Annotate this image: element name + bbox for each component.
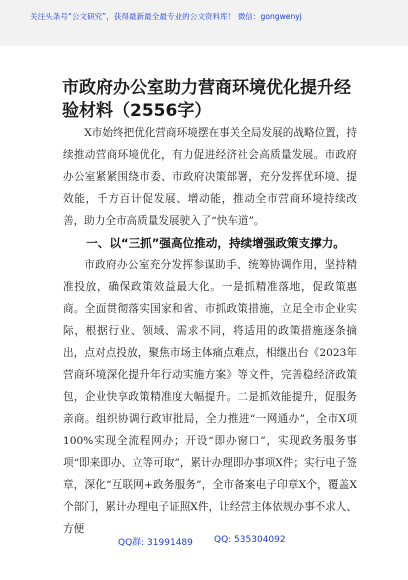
footer-contact <box>118 535 298 551</box>
section-heading: 一、以“三抓”强高位推动，持续增强政策支撑力。 <box>86 236 345 250</box>
document-title: 市政府办公室助力营商环境优化提升经验材料（2556字） <box>62 78 351 121</box>
section-paragraph: 市政府办公室充分发挥参谋助手、统筹协调作用，坚持精准投放，确保政策效益最大化。一是抓精准落地，促政策惠商。全面贯彻落实国家和省、市抓政策措施，立足全市企业实际，根据行业、领域、需求不同，将适用的政策措施逐条摘出，点对点投放，聚焦市场主体痛点难点，相继出台《2023年营商环境深化提升年行动实施方案》等文件，完善稳经济政策包，企业快享政策精准度大幅提升。二是抓效能提升，促服务亲商。组织协调行政审批局，全力推进“一网通办”，全市X项100%实现全流程网办；开设“即办窗口”，实现政务服务事项“即来即办、立等可取”，累计办理即办事项X件；实行电子签章，深化“互联网+政务服务”，全市备案电子印章X个，覆盖X个部门，累计办理电子证照X件，让经营主体依规办事不求人、方便 <box>63 259 357 535</box>
footer-qq-group: QQ群: 31991489 <box>118 538 193 548</box>
document-body <box>63 122 357 540</box>
intro-paragraph: X市始终把优化营商环境摆在事关全局发展的战略位置，持续推动营商环境优化，有力促进经济社会高质量发展。市政府办公室紧紧围绕市委、市政府决策部署，充分发挥优环境、提效能，千方百计促发展、增动能，推动全市营商环境持续改善，助力全市高质量发展驶入了“快车道”。 <box>63 127 357 227</box>
header-banner <box>0 0 408 46</box>
footer-qq-number: QQ: 535304092 <box>214 535 286 545</box>
banner-text: 关注头条号“公文研究”，获得最新最全最专业的公文资料库！ 微信：gongwenyj <box>30 12 302 21</box>
